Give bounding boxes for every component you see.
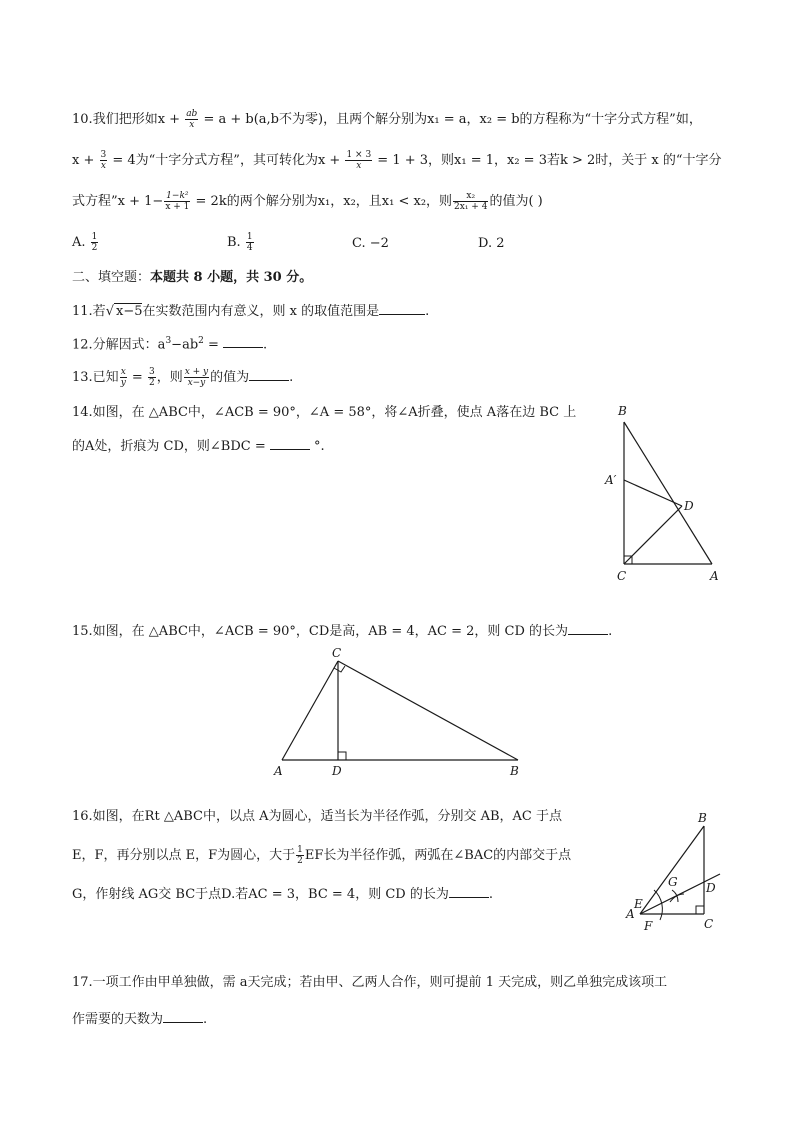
fraction-denominator: x (185, 119, 198, 130)
q14-line-2 (72, 435, 325, 457)
q10-line-1 (72, 109, 702, 130)
side-ab (624, 422, 712, 564)
fraction-numerator: 1 (246, 232, 253, 242)
segment-a1-d (624, 480, 682, 506)
q11-text: 在实数范围内有意义，则 x 的取值范围是 (142, 304, 380, 319)
q12-text: = (203, 337, 219, 353)
fraction (120, 367, 127, 388)
section-title: 本题共 8 小题，共 30 分。 (150, 270, 313, 285)
q14-line-1: 14.如图，在 △ABC中，∠ACB = 90°，∠A = 58°，将∠A折叠，使点 A落在边 BC 上 (72, 405, 577, 420)
label-f: F (644, 919, 653, 933)
label-a-prime: A′ (605, 473, 617, 487)
fraction-numerator: 1 (297, 845, 303, 855)
q16-text: G，作射线 AG交 BC于点D.若AC = 3，BC = 4，则 CD 的长为 (72, 887, 449, 902)
fraction-numerator: ab (186, 109, 198, 119)
fraction-numerator: x₂ (466, 191, 476, 201)
label-b: B (618, 404, 627, 418)
q12 (72, 331, 267, 355)
q16-line-2 (72, 845, 571, 866)
fraction-numerator: 3 (148, 367, 155, 377)
label-c: C (617, 569, 627, 583)
q10-text: x + (72, 153, 99, 168)
fraction-denominator: 4 (246, 243, 253, 253)
q14-text: °. (309, 439, 325, 454)
fraction-denominator: x (100, 161, 106, 171)
superscript: 3 (165, 336, 172, 346)
fraction (296, 845, 304, 866)
q16-figure (620, 808, 730, 933)
fraction (91, 232, 99, 253)
fraction (246, 232, 254, 253)
q17-text: . (203, 1012, 208, 1027)
label-e: E (634, 897, 643, 911)
right-angle-mark-c (334, 666, 345, 672)
q13-text: . (289, 370, 294, 385)
q12-text: . (263, 337, 268, 353)
label-a: A (626, 907, 635, 921)
q13-text: = (127, 370, 147, 385)
fraction (345, 150, 372, 171)
fraction-denominator: x + 1 (165, 202, 190, 212)
fraction-denominator: x−y (184, 377, 209, 388)
q17-line-2 (72, 1008, 207, 1030)
answer-blank[interactable] (568, 620, 608, 635)
answer-blank[interactable] (163, 1008, 203, 1023)
fraction-numerator: 1 (91, 232, 98, 242)
label-d: D (684, 499, 694, 513)
fraction (148, 367, 156, 388)
fraction-denominator: 2 (297, 856, 303, 866)
option-a[interactable] (72, 232, 99, 253)
fraction-numerator: 1 × 3 (346, 150, 372, 160)
right-angle-mark-d (338, 752, 346, 760)
fraction-denominator: y (120, 378, 126, 388)
q15-figure (270, 645, 530, 780)
fraction (164, 191, 190, 212)
label-d: D (706, 881, 716, 895)
superscript: 2 (198, 336, 204, 346)
fraction-denominator: 2 (148, 378, 155, 388)
fraction-numerator: 1−k² (166, 191, 189, 201)
q17-text: 作需要的天数为 (72, 1012, 164, 1027)
q15 (72, 620, 612, 642)
q11-text: . (425, 304, 430, 319)
fraction (184, 367, 209, 388)
q11-text: 11.若 (72, 304, 106, 319)
q16-line-1: 16.如图，在Rt △ABC中，以点 A为圆心，适当长为半径作弧，分别交 AB，AC 于点 (72, 809, 563, 824)
side-ab (640, 826, 704, 914)
label-a: A (710, 569, 719, 583)
fraction-numerator: 3 (100, 150, 107, 160)
q16-text: . (488, 887, 493, 902)
fraction-numerator: x (120, 367, 126, 377)
option-label: B. (227, 235, 241, 250)
side-ac (282, 661, 338, 760)
q14-text: 的A处，折痕为 CD，则∠BDC = (72, 439, 266, 454)
q10-text: = a + b(a,b不为零)，且两个解分别为x₁ = a，x₂ = b的方程称为“十字分式方程”如， (199, 112, 702, 127)
option-c[interactable]: C. −2 (352, 236, 389, 251)
answer-blank[interactable] (223, 333, 263, 348)
q10-text: = 1 + 3，则x₁ = 1，x₂ = 3若k > 2时，关于 x 的“十字分 (373, 153, 722, 168)
q10-text: 式方程”x + 1− (72, 194, 164, 209)
q10-line-3 (72, 191, 543, 212)
q15-text: 15.如图，在 △ABC中，∠ACB = 90°，CD是高，AB = 4，AC = 2，则 CD 的长为 (72, 624, 569, 639)
q10-text: = 2k的两个解分别为x₁，x₂，且x₁ < x₂，则 (191, 194, 453, 209)
side-cb (338, 661, 518, 760)
label-a: A (274, 764, 283, 778)
fraction-numerator: x + y (184, 367, 209, 377)
answer-blank[interactable] (379, 300, 425, 315)
label-g: G (668, 875, 678, 889)
q16-text: E，F，再分别以点 E，F为圆心，大于 (72, 848, 296, 863)
label-c: C (332, 646, 342, 660)
section-heading (72, 268, 312, 288)
q13-text: 13.已知 (72, 370, 119, 385)
crease-cd (624, 506, 682, 564)
q12-text: −ab (171, 337, 199, 353)
q10-text: 我们把形如x + (92, 112, 185, 127)
label-d: D (332, 764, 342, 778)
q12-text: 12.分解因式：a (72, 337, 166, 353)
fraction-denominator: 2x₁ + 4 (454, 202, 488, 212)
q10-text: = 4为“十字分式方程”，其可转化为x + (108, 153, 345, 168)
q15-text: . (608, 624, 613, 639)
answer-blank[interactable] (449, 883, 489, 898)
section-prefix: 二、填空题： (72, 270, 151, 285)
option-b[interactable] (227, 232, 255, 253)
q17-line-1: 17.一项工作由甲单独做，需 a天完成；若由甲、乙两人合作，则可提前 1 天完成，则乙单独完成该项工 (72, 975, 668, 990)
q16-text: EF长为半径作弧，两弧在∠BAC的内部交于点 (304, 848, 572, 863)
answer-blank[interactable] (249, 366, 289, 381)
q10-line-2 (72, 150, 722, 171)
fraction-denominator: x (345, 160, 372, 171)
option-d[interactable]: D. 2 (478, 236, 505, 251)
q13-text: 的值为 (210, 370, 250, 385)
answer-blank[interactable] (270, 435, 310, 450)
question-number: 10. (72, 112, 93, 127)
q14-figure (600, 400, 730, 585)
label-b: B (698, 811, 707, 825)
label-c: C (704, 917, 714, 931)
q10-text: 的值为( ) (489, 194, 543, 209)
right-angle-mark (696, 906, 704, 914)
fraction (453, 191, 488, 212)
q13-text: ，则 (156, 370, 183, 385)
fraction-denominator: 2 (91, 243, 98, 253)
label-b: B (510, 764, 519, 778)
q11: 11.若√ x−5在实数范围内有意义，则 x 的取值范围是 . (72, 300, 429, 322)
option-label: A. (72, 235, 86, 250)
fraction (185, 109, 198, 130)
q16-line-3 (72, 883, 493, 905)
radicand: x−5 (115, 304, 143, 319)
q13 (72, 366, 293, 388)
fraction (100, 150, 108, 171)
